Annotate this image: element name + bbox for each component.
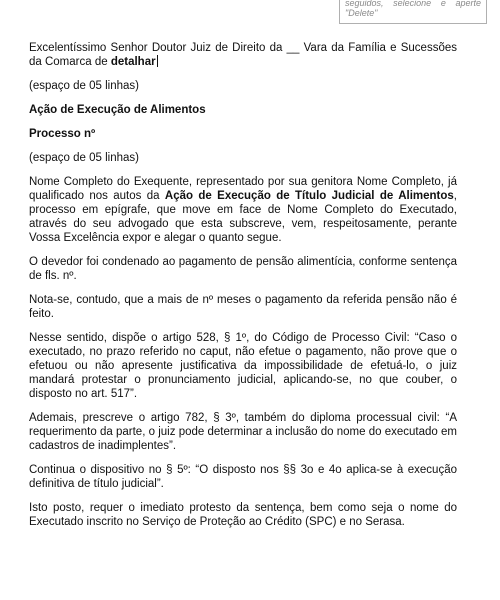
intro-paragraph: [29, 175, 457, 245]
action-title: Ação de Execução de Alimentos: [29, 104, 206, 116]
spacing-note-1: (espaço de 05 linhas): [29, 80, 139, 92]
addressee-paragraph[interactable]: [29, 41, 457, 69]
instruction-tooltip: [339, 0, 487, 24]
text-cursor: [157, 55, 158, 67]
intro-text-1: Nome Completo do Exequente, representado por sua genitora Nome Completo, já qualificado nos autos da: [29, 176, 457, 202]
spacing-note-2: (espaço de 05 linhas): [29, 152, 139, 164]
document-body[interactable]: [29, 41, 457, 539]
article-782-paragraph: Ademais, prescreve o artigo 782, § 3º, também do diploma processual civil: “A requerimento da parte, o juiz pode determinar a inclusão do nome do executado em cadastros de inadimplentes”.: [29, 412, 457, 452]
addressee-bold-text: detalhar: [110, 56, 156, 68]
article-528-paragraph: Nesse sentido, dispõe o artigo 528, § 1º, do Código de Processo Civil: “Caso o executado, no prazo referido no caput, não efetue o pagamento, não prove que o efetuou ou não apresente justificativa da impossibilidade de efetuá-lo, o juiz mandará protestar o pronunciamento judicial, aplicando-se, no que couber, o disposto no art. 517”.: [29, 332, 457, 400]
note-paragraph: Nota-se, contudo, que a mais de nº meses o pagamento da referida pensão não é feito.: [29, 294, 457, 320]
continua-paragraph: Continua o dispositivo no § 5º: “O disposto nos §§ 3o e 4o aplica-se à execução definitiva de título judicial”.: [29, 464, 457, 490]
debtor-paragraph: O devedor foi condenado ao pagamento de pensão alimentícia, conforme sentença de fls. nº.: [29, 256, 457, 282]
process-label: Processo nº: [29, 128, 96, 140]
tooltip-text: seguidos, selecione e aperte "Delete": [345, 0, 481, 18]
request-paragraph: Isto posto, requer o imediato protesto da sentença, bem como seja o nome do Executado inscrito no Serviço de Proteção ao Crédito (SPC) e no Serasa.: [29, 502, 457, 528]
intro-bold-text: Ação de Execução de Título Judicial de Alimentos: [164, 190, 454, 202]
addressee-text: Excelentíssimo Senhor Doutor Juiz de Direito da __ Vara da Família e Sucessões da Comarca de: [29, 42, 457, 68]
intro-text-2: , processo em epígrafe, que move em face de Nome Completo do Executado, através do seu advogado que esta subscreve, vem, respeitosamente, perante Vossa Excelência expor e alegar o quanto segue.: [29, 190, 457, 244]
